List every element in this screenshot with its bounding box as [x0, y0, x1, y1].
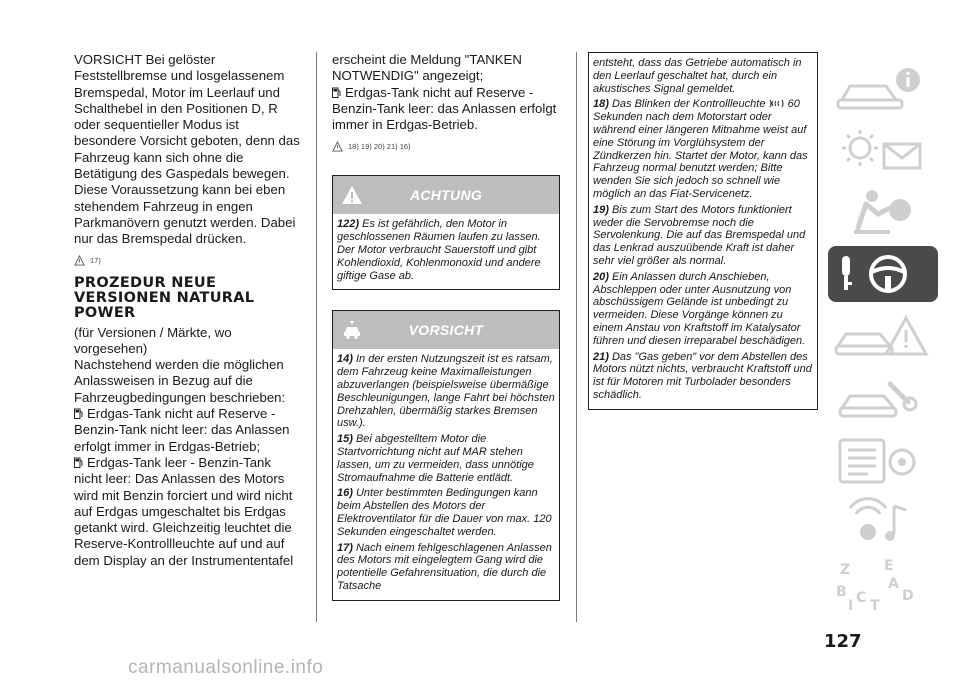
svg-text:Z: Z [840, 562, 851, 578]
wrench-car-icon [828, 370, 938, 426]
column-1 [74, 52, 300, 569]
section-heading: PROZEDUR NEUE VERSIONEN NATURAL POWER [74, 274, 255, 321]
fuel-pump-icon [74, 408, 83, 419]
key-steering-wheel-icon [828, 246, 938, 302]
caution-box-body [333, 349, 559, 599]
multimedia-icon [828, 494, 938, 550]
continued-text: entsteht, dass das Getriebe automatisch in den Leerlauf geschaltet hat, durch ein akustisches Signal gemeldet. [593, 57, 802, 95]
tab-safety[interactable] [828, 184, 938, 240]
car-info-icon [828, 60, 938, 116]
warning-triangle-icon [74, 255, 85, 266]
warning-triangle-car-icon [828, 308, 938, 364]
list-item-2-text: Erdgas-Tank leer - Benzin-Tank nicht leer: Das Anlassen des Motors wird mit Benzin forciert und wird nicht auf Erdgas umgeschaltet bis Erdgas getankt wird. Gleichzeitig leuchtet die Reserve-Kontrollleuchte auf und auf dem Display an der Instrumententafel [74, 454, 294, 568]
caution-item [593, 98, 813, 200]
page-number: 127 [824, 631, 862, 652]
caution-box [332, 310, 560, 600]
list-item-2 [74, 455, 300, 569]
airbag-safety-icon [828, 184, 938, 240]
item-number: 14) [337, 353, 353, 366]
item-text: Es ist gefährlich, den Motor in geschlossenen Räumen laufen zu lassen. Der Motor verbraucht Sauerstoff und gibt Kohlendioxid, Kohlenmonoxid und andere giftige Gase ab. [337, 218, 541, 282]
svg-text:T: T [870, 598, 880, 612]
list-item-3-text: Erdgas-Tank nicht auf Reserve - Benzin-Tank leer: das Anlassen erfolgt immer in Erdgas-Betrieb. [332, 84, 557, 133]
tab-index[interactable] [828, 556, 938, 612]
caution-title: VORSICHT [408, 322, 484, 339]
watermark-text[interactable]: carmanualsonline.info [128, 657, 324, 678]
tab-maintenance[interactable] [828, 370, 938, 426]
continued-text: erscheint die Meldung "TANKEN NOTWENDIG" angezeigt; [332, 52, 522, 84]
caution-item [337, 353, 555, 430]
fuel-pump-icon [74, 457, 83, 468]
caution-item [337, 433, 555, 484]
list-item-1 [74, 406, 300, 455]
item-text: Das Blinken der Kontrollleuchte [611, 98, 766, 111]
warning-item [337, 218, 555, 282]
glow-plug-warning-icon [769, 98, 785, 108]
item-text: In der ersten Nutzungszeit ist es ratsam, dem Fahrzeug keine Maximalleistungen abzuverlangen (beispielsweise übermäßige Beschleunigungen, lange Fahrt bei höchsten Drehzahlen, übermäßig starkes Bremsen usw.). [337, 353, 555, 430]
tab-starting-driving[interactable] [828, 246, 938, 302]
tab-multimedia[interactable] [828, 494, 938, 550]
caution-box-header [333, 311, 559, 349]
reference-row [332, 137, 560, 155]
reference-numbers: 18) 19) 20) 21) 16) [348, 141, 411, 151]
item-number: 122) [337, 218, 360, 231]
tab-technical-data[interactable] [828, 432, 938, 488]
technical-data-icon [828, 432, 938, 488]
fuel-pump-icon [332, 87, 341, 98]
versions-note: (für Versionen / Märkte, wo vorgesehen) [74, 324, 232, 356]
caution-item [593, 351, 813, 402]
reference-row [74, 252, 300, 270]
caution-item [593, 271, 813, 348]
tab-dashboard-lights[interactable] [828, 122, 938, 178]
svg-text:E: E [884, 558, 894, 574]
dashboard-lights-icon [828, 122, 938, 178]
caution-item [593, 204, 813, 268]
para-anlassweisen: Nachstehend werden die möglichen Anlassweisen in Bezug auf die Fahrzeugbedingungen beschrieben: [74, 357, 286, 405]
svg-text:A: A [888, 576, 899, 592]
item-number: 21) [593, 350, 609, 363]
warning-box-header [333, 176, 559, 214]
item-number: 16) [337, 487, 353, 500]
warning-title: ACHTUNG [409, 187, 483, 204]
caution-item [337, 487, 555, 538]
svg-text:B: B [836, 584, 847, 600]
item-text: Bis zum Start des Motors funktioniert weder die Servobremse noch die Servolenkung. Die auf das Bremspedal und das Lenkrad auszuübende Kraft ist daher sehr viel größer als normal. [593, 203, 806, 267]
svg-text:C: C [856, 590, 867, 606]
caution-item [337, 542, 555, 593]
warning-box [332, 175, 560, 290]
item-text-continued: 60 Sekunden nach dem Motorstart oder während einer längeren Mitnahme weist auf eine Störung im Vorglühsystem der Zündkerzen hin. Startet der Motor, kann das Fahrzeug normal benutzt werden; Bitte wenden Sie sich jedoch so schnell wie möglich an das Fiat-Servicenetz. [593, 98, 808, 200]
item-number: 20) [593, 270, 609, 283]
reference-number: 17) [90, 256, 101, 266]
svg-text:I: I [848, 598, 854, 612]
column-divider [316, 52, 317, 622]
item-text: Ein Anlassen durch Anschieben, Abschleppen oder unter Ausnutzung von abschüssigem Gelände ist unbedingt zu vermeiden. Diese Vorgänge können zu einem Anstau von Kraftstoff im Katalysator führen und diesen irreparabel beschädigen. [593, 270, 806, 347]
column-divider [576, 52, 577, 622]
item-text: Unter bestimmten Bedingungen kann beim Abstellen des Motors der Elektroventilator für die Dauer von max. 120 Sekunden eingeschaltet werden. [337, 487, 552, 538]
intro-text: VORSICHT Bei gelöster Feststellbremse und losgelassenem Bremspedal, Motor im Leerlauf und Schalthebel in den Positionen D, R oder sequentieller Modus ist besondere Vorsicht geboten, denn das Fahrzeug kann sich ohne die Betätigung des Gaspedals bewegen. Diese Voraussetzung kann bei eben stehendem Fahrzeug in engen Parkmanövern genutzt werden. Dabei nur das Bremspedal drücken. [74, 52, 300, 247]
column-2 [332, 52, 560, 601]
list-item-1-text: Erdgas-Tank nicht auf Reserve - Benzin-Tank nicht leer: das Anlassen erfolgt immer in Erdgas-Betrieb; [74, 406, 290, 454]
warning-box-body [333, 214, 559, 289]
column-3 [588, 52, 818, 410]
item-text: Bei abgestelltem Motor die Startvorrichtung nicht auf MAR stehen lassen, um zu vermeiden, dass unnötige Stromaufnahme die Batterie entlädt. [337, 433, 534, 484]
item-number: 15) [337, 433, 353, 446]
svg-text:D: D [902, 588, 914, 604]
item-number: 18) [593, 98, 609, 111]
caution-box-continued-body [589, 53, 817, 409]
item-number: 19) [593, 203, 609, 216]
tab-emergency[interactable] [828, 308, 938, 364]
index-icon [828, 556, 938, 612]
item-number: 17) [337, 541, 353, 554]
item-text: Nach einem fehlgeschlagenen Anlassen des Motors mit eingelegtem Gang wird die potentielle Gefahrensituation, die durch die Tatsache [337, 541, 552, 593]
item-text: Das "Gas geben" vor dem Abstellen des Motors nützt nichts, verbraucht Kraftstoff und ist für Motoren mit Turbolader besonders schädlich. [593, 350, 812, 401]
caution-box-continued [588, 52, 818, 410]
warning-triangle-icon [332, 141, 343, 152]
tab-car-info[interactable] [828, 60, 938, 116]
list-item-3 [332, 85, 560, 134]
